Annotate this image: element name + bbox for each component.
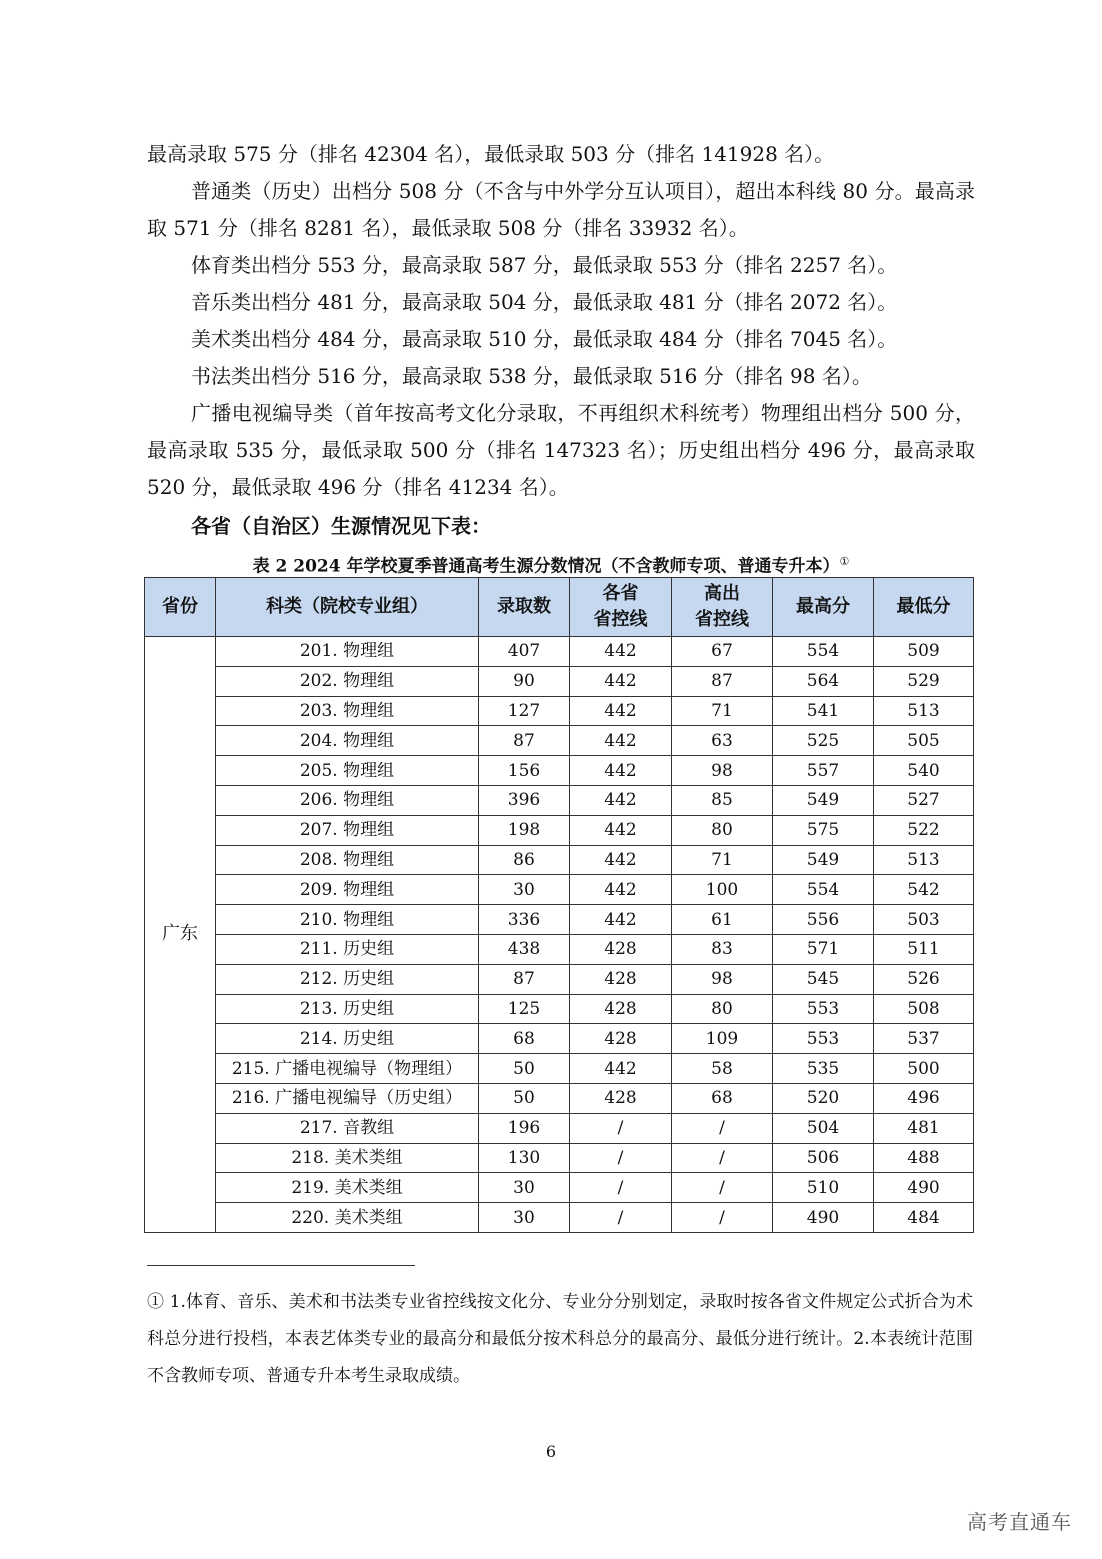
group-cell: 217. 音教组 xyxy=(216,1113,479,1143)
header-group: 科类（院校专业组） xyxy=(216,578,479,637)
above-line-cell: 109 xyxy=(672,1024,773,1054)
table-row xyxy=(145,1024,974,1054)
above-line-cell: 80 xyxy=(672,994,773,1024)
max-cell: 553 xyxy=(773,994,874,1024)
table-row xyxy=(145,666,974,696)
count-cell: 68 xyxy=(479,1024,570,1054)
paragraph-sports-scores: 体育类出档分 553 分，最高录取 587 分，最低录取 553 分（排名 2257 名）。 xyxy=(191,253,898,277)
count-cell: 87 xyxy=(479,726,570,756)
table-row xyxy=(145,696,974,726)
group-cell: 218. 美术类组 xyxy=(216,1143,479,1173)
min-cell: 505 xyxy=(874,726,974,756)
min-cell: 496 xyxy=(874,1083,974,1113)
max-cell: 556 xyxy=(773,905,874,935)
control-line-cell: / xyxy=(570,1143,672,1173)
count-cell: 86 xyxy=(479,845,570,875)
table-row xyxy=(145,994,974,1024)
paragraph-art-scores: 美术类出档分 484 分，最高录取 510 分，最低录取 484 分（排名 7045 名）。 xyxy=(191,327,898,351)
min-cell: 542 xyxy=(874,875,974,905)
above-line-cell: 98 xyxy=(672,964,773,994)
paragraph-physics-scores: 最高录取 575 分（排名 42304 名），最低录取 503 分（排名 141928 名）。 xyxy=(147,142,835,166)
table-row xyxy=(145,815,974,845)
header-above-line xyxy=(672,578,773,637)
paragraph-history-scores: 普通类（历史）出档分 508 分（不含与中外学分互认项目），超出本科线 80 分。最高录取 571 分（排名 8281 名），最低录取 508 分（排名 33932 名）。 xyxy=(147,179,975,240)
min-cell: 529 xyxy=(874,666,974,696)
control-line-cell: 442 xyxy=(570,785,672,815)
max-cell: 549 xyxy=(773,785,874,815)
above-line-cell: 87 xyxy=(672,666,773,696)
count-cell: 50 xyxy=(479,1083,570,1113)
above-line-cell: 83 xyxy=(672,934,773,964)
min-cell: 513 xyxy=(874,845,974,875)
table-row xyxy=(145,1203,974,1233)
header-control-line-a: 各省 xyxy=(602,583,639,604)
footnote-marker: ① xyxy=(839,555,850,568)
table-row xyxy=(145,1173,974,1203)
group-cell: 220. 美术类组 xyxy=(216,1203,479,1233)
above-line-cell: / xyxy=(672,1203,773,1233)
above-line-cell: 67 xyxy=(672,637,773,667)
paragraph-calligraphy-scores: 书法类出档分 516 分，最高录取 538 分，最低录取 516 分（排名 98 名）。 xyxy=(191,364,872,388)
max-cell: 535 xyxy=(773,1054,874,1084)
above-line-cell: 71 xyxy=(672,845,773,875)
min-cell: 503 xyxy=(874,905,974,935)
table-header-row xyxy=(145,578,974,637)
score-table xyxy=(144,577,974,1233)
max-cell: 520 xyxy=(773,1083,874,1113)
control-line-cell: 428 xyxy=(570,1024,672,1054)
table-row xyxy=(145,845,974,875)
control-line-cell: / xyxy=(570,1203,672,1233)
group-cell: 204. 物理组 xyxy=(216,726,479,756)
group-cell: 212. 历史组 xyxy=(216,964,479,994)
min-cell: 509 xyxy=(874,637,974,667)
table-row xyxy=(145,726,974,756)
min-cell: 484 xyxy=(874,1203,974,1233)
max-cell: 564 xyxy=(773,666,874,696)
above-line-cell: 71 xyxy=(672,696,773,726)
count-cell: 30 xyxy=(479,1173,570,1203)
group-cell: 206. 物理组 xyxy=(216,785,479,815)
max-cell: 553 xyxy=(773,1024,874,1054)
table-row xyxy=(145,905,974,935)
min-cell: 540 xyxy=(874,756,974,786)
group-cell: 209. 物理组 xyxy=(216,875,479,905)
min-cell: 522 xyxy=(874,815,974,845)
watermark: 高考直通车 xyxy=(967,1510,1072,1534)
control-line-cell: 442 xyxy=(570,637,672,667)
group-cell: 202. 物理组 xyxy=(216,666,479,696)
table-row xyxy=(145,875,974,905)
header-control-line-b: 省控线 xyxy=(593,609,648,630)
min-cell: 490 xyxy=(874,1173,974,1203)
table-body xyxy=(145,637,974,1233)
max-cell: 557 xyxy=(773,756,874,786)
above-line-cell: 85 xyxy=(672,785,773,815)
table-caption xyxy=(0,549,1102,580)
above-line-cell: 61 xyxy=(672,905,773,935)
table-row xyxy=(145,964,974,994)
above-line-cell: 100 xyxy=(672,875,773,905)
table-row xyxy=(145,785,974,815)
max-cell: 525 xyxy=(773,726,874,756)
table-caption-text: 表 2 2024 年学校夏季普通高考生源分数情况（不含教师专项、普通专升本） xyxy=(252,556,840,577)
group-cell: 213. 历史组 xyxy=(216,994,479,1024)
max-cell: 575 xyxy=(773,815,874,845)
group-cell: 211. 历史组 xyxy=(216,934,479,964)
min-cell: 511 xyxy=(874,934,974,964)
table-row xyxy=(145,1054,974,1084)
group-cell: 219. 美术类组 xyxy=(216,1173,479,1203)
footnote-text: ① 1.体育、音乐、美术和书法类专业省控线按文化分、专业分分别划定，录取时按各省文件规定公式折合为术科总分进行投档，本表艺体类专业的最高分和最低分按术科总分的最高分、最低分进行统计。2.本表统计范围不含教师专项、普通专升本考生录取成绩。 xyxy=(147,1292,973,1386)
count-cell: 87 xyxy=(479,964,570,994)
above-line-cell: 80 xyxy=(672,815,773,845)
control-line-cell: 442 xyxy=(570,756,672,786)
min-cell: 526 xyxy=(874,964,974,994)
max-cell: 571 xyxy=(773,934,874,964)
header-control-line xyxy=(570,578,672,637)
count-cell: 156 xyxy=(479,756,570,786)
header-province: 省份 xyxy=(145,578,216,637)
above-line-cell: / xyxy=(672,1143,773,1173)
control-line-cell: 442 xyxy=(570,875,672,905)
group-cell: 215. 广播电视编导（物理组） xyxy=(216,1054,479,1084)
table-row xyxy=(145,756,974,786)
header-count: 录取数 xyxy=(479,578,570,637)
group-cell: 201. 物理组 xyxy=(216,637,479,667)
above-line-cell: 63 xyxy=(672,726,773,756)
control-line-cell: 442 xyxy=(570,905,672,935)
header-above-line-a: 高出 xyxy=(704,583,740,604)
section-heading: 各省（自治区）生源情况见下表： xyxy=(191,514,491,538)
table-row xyxy=(145,934,974,964)
max-cell: 554 xyxy=(773,637,874,667)
group-cell: 207. 物理组 xyxy=(216,815,479,845)
max-cell: 490 xyxy=(773,1203,874,1233)
max-cell: 510 xyxy=(773,1173,874,1203)
control-line-cell: / xyxy=(570,1173,672,1203)
header-min: 最低分 xyxy=(874,578,974,637)
count-cell: 30 xyxy=(479,1203,570,1233)
control-line-cell: 428 xyxy=(570,964,672,994)
count-cell: 336 xyxy=(479,905,570,935)
count-cell: 396 xyxy=(479,785,570,815)
count-cell: 438 xyxy=(479,934,570,964)
table-row xyxy=(145,1113,974,1143)
control-line-cell: 428 xyxy=(570,994,672,1024)
count-cell: 198 xyxy=(479,815,570,845)
count-cell: 130 xyxy=(479,1143,570,1173)
header-above-line-b: 省控线 xyxy=(695,609,749,630)
paragraph-music-scores: 音乐类出档分 481 分，最高录取 504 分，最低录取 481 分（排名 2072 名）。 xyxy=(191,290,898,314)
group-cell: 210. 物理组 xyxy=(216,905,479,935)
control-line-cell: 428 xyxy=(570,934,672,964)
above-line-cell: / xyxy=(672,1173,773,1203)
min-cell: 537 xyxy=(874,1024,974,1054)
max-cell: 541 xyxy=(773,696,874,726)
control-line-cell: 442 xyxy=(570,845,672,875)
control-line-cell: 428 xyxy=(570,1083,672,1113)
max-cell: 549 xyxy=(773,845,874,875)
page-number: 6 xyxy=(545,1442,557,1461)
paragraph-broadcast-scores: 广播电视编导类（首年按高考文化分录取，不再组织术科统考）物理组出档分 500 分，最高录取 535 分，最低录取 500 分（排名 147323 名）；历史组出档分 496 分，最高录取 520 分，最低录取 496 分（排名 41234 名）。 xyxy=(147,401,975,499)
province-cell: 广东 xyxy=(145,637,216,1233)
group-cell: 203. 物理组 xyxy=(216,696,479,726)
count-cell: 125 xyxy=(479,994,570,1024)
min-cell: 508 xyxy=(874,994,974,1024)
group-cell: 216. 广播电视编导（历史组） xyxy=(216,1083,479,1113)
count-cell: 196 xyxy=(479,1113,570,1143)
count-cell: 30 xyxy=(479,875,570,905)
max-cell: 506 xyxy=(773,1143,874,1173)
group-cell: 205. 物理组 xyxy=(216,756,479,786)
group-cell: 208. 物理组 xyxy=(216,845,479,875)
max-cell: 554 xyxy=(773,875,874,905)
control-line-cell: 442 xyxy=(570,1054,672,1084)
count-cell: 407 xyxy=(479,637,570,667)
count-cell: 50 xyxy=(479,1054,570,1084)
table-row xyxy=(145,637,974,667)
above-line-cell: / xyxy=(672,1113,773,1143)
control-line-cell: / xyxy=(570,1113,672,1143)
table-row xyxy=(145,1143,974,1173)
min-cell: 488 xyxy=(874,1143,974,1173)
control-line-cell: 442 xyxy=(570,815,672,845)
above-line-cell: 68 xyxy=(672,1083,773,1113)
count-cell: 90 xyxy=(479,666,570,696)
control-line-cell: 442 xyxy=(570,666,672,696)
min-cell: 527 xyxy=(874,785,974,815)
min-cell: 500 xyxy=(874,1054,974,1084)
min-cell: 481 xyxy=(874,1113,974,1143)
table-row xyxy=(145,1083,974,1113)
header-max: 最高分 xyxy=(773,578,874,637)
above-line-cell: 98 xyxy=(672,756,773,786)
count-cell: 127 xyxy=(479,696,570,726)
max-cell: 504 xyxy=(773,1113,874,1143)
above-line-cell: 58 xyxy=(672,1054,773,1084)
control-line-cell: 442 xyxy=(570,726,672,756)
max-cell: 545 xyxy=(773,964,874,994)
min-cell: 513 xyxy=(874,696,974,726)
footnote-divider xyxy=(147,1265,415,1266)
group-cell: 214. 历史组 xyxy=(216,1024,479,1054)
control-line-cell: 442 xyxy=(570,696,672,726)
